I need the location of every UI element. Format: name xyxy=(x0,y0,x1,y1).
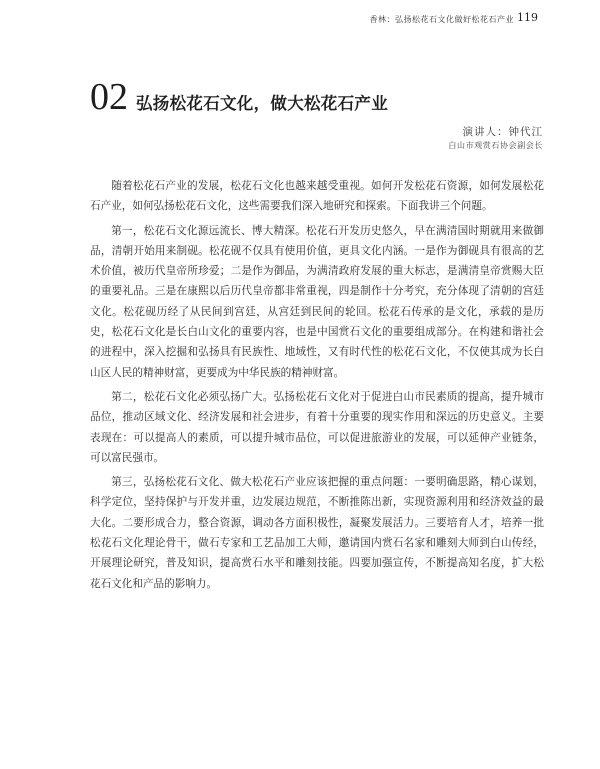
speaker-line: 演讲人：钟代江 xyxy=(462,126,543,138)
chapter-title: 弘扬松花石文化，做大松花石产业 xyxy=(136,94,388,113)
paragraph-third-point: 第三，弘扬松花石文化、做大松花石产业应该把握的重点问题：一要明确思路，精心谋划，科学定位，坚持保护与开发并重，边发展边规范，不断推陈出新，实现资源利用和经济效益的最大化。二要形成合力，整合资源，调动各方面积极性，凝聚发展活力。三要培育人才，培养一批松花石文化理论骨干，做石专家和工艺品加工大师，邀请国内赏石名家和雕刻大师到白山传经，开展理论研究，普及知识，提高赏石水平和雕刻技能。四要加强宣传，不断提高知名度，扩大松花石文化和产品的影响力。 xyxy=(90,476,544,590)
running-head: 香林：弘扬松花石文化做好松花石产业 xyxy=(369,15,514,24)
paragraph-intro: 随着松花石产业的发展，松花石文化也越来越受重视。如何开发松花石资源，如何发展松花石产业，如何弘扬松花石文化，这些需要我们深入地研究和探索。下面我讲三个问题。 xyxy=(90,180,544,213)
chapter-number: 02 xyxy=(90,76,128,118)
speaker-organization: 白山市观赏石协会副会长 xyxy=(448,141,543,150)
body-text xyxy=(90,176,544,598)
paragraph-second-point: 第二，松花石文化必须弘扬广大。弘扬松花石文化对于促进白山市民素质的提高，提升城市品位，推动区域文化、经济发展和社会进步，有着十分重要的现实作用和深远的历史意义。主要表现在：可以提高人的素质，可以提升城市品位，可以促进旅游业的发展，可以延伸产业链条，可以富民强市。 xyxy=(90,390,544,464)
page-number: 119 xyxy=(517,11,538,24)
paragraph-first-point: 第一，松花石文化源远流长、博大精深。松花石开发历史悠久，早在满清国时期就用来做御品，清朝开始用来制砚。松花砚不仅具有使用价值，更具文化内涵。一是作为御砚具有很高的艺术价值，被历代皇帝所珍爱；二是作为御品，为满清政府发展的重大标志，是满清皇帝赏赐大臣的重要礼品。三是在康熙以后历代皇帝都非常重视，四是制作十分考究，充分体现了清朝的宫廷文化。松花砚历经了从民间到宫廷，从宫廷到民间的轮回。松花石传承的是文化，承载的是历史，松花石文化是长白山文化的重要内容，也是中国赏石文化的重要组成部分。在构建和谐社会的进程中，深入挖掘和弘扬具有民族性、地域性，又有时代性的松花石文化，不仅使其成为长白山区人民的精神财富，更要成为中华民族的精神财富。 xyxy=(90,224,544,379)
